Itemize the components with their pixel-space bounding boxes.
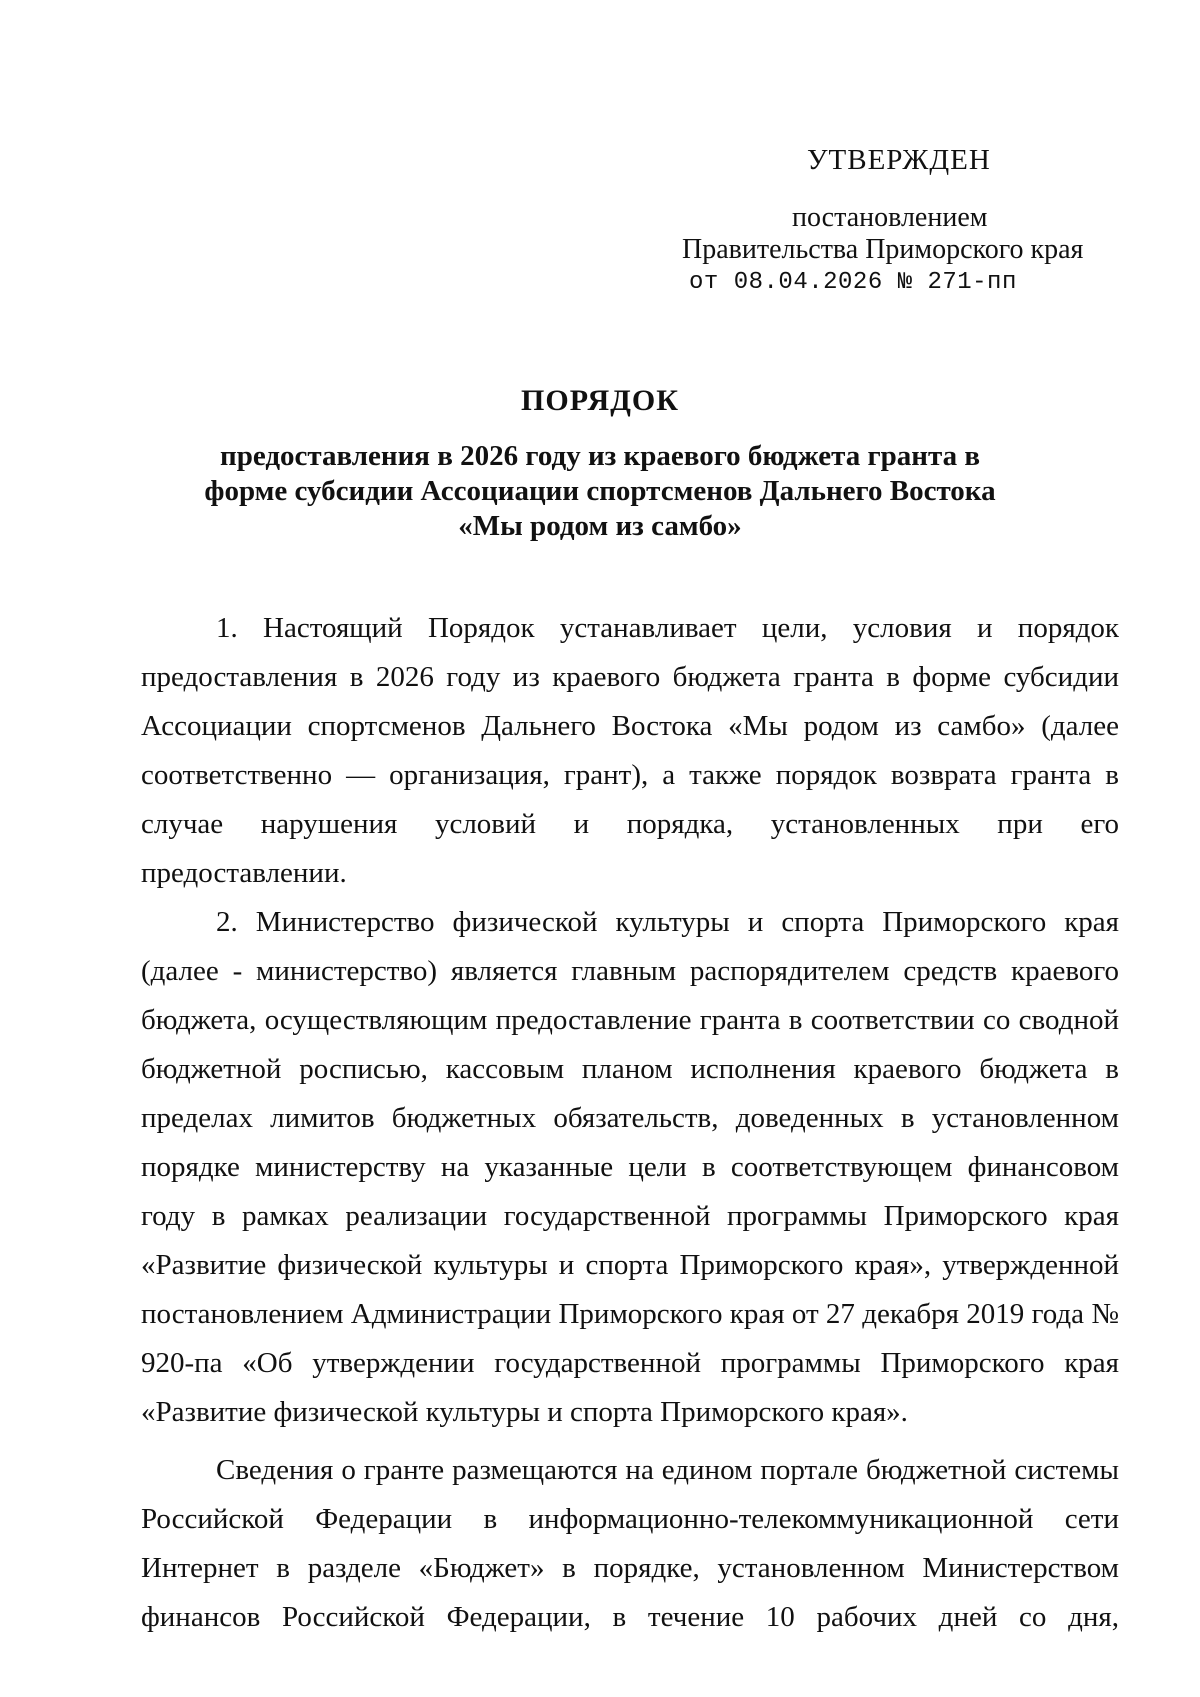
paragraph-2: 2. Министерство физической культуры и спорта Приморского края (далее - министерство) является главным распорядителем средств краевого бюджета, осуществляющим предоставление гранта в соответствии со сводной бюджетной росписью, кассовым планом исполнения краевого бюджета в пределах лимитов бюджетных обязательств, доведенных в установленном порядке министерству на указанные цели в соответствующем финансовом году в рамках реализации государственной программы Приморского края «Развитие физической культуры и спорта Приморского края», утвержденной постановлением Администрации Приморского края от 27 декабря 2019 года № 920-па «Об утверждении государственной программы Приморского края «Развитие физической культуры и спорта Приморского края». <box>141 906 1119 1428</box>
approval-line-date-number: от 08.04.2026 № 271-пп <box>689 269 1017 296</box>
subtitle-line-1: предоставления в 2026 году из краевого бюджета гранта в <box>220 440 980 472</box>
document-title: ПОРЯДОК <box>521 384 679 417</box>
paragraph-3: Сведения о гранте размещаются на едином портале бюджетной системы Российской Федерации в информационно-телекоммуникационной сети Интернет в разделе «Бюджет» в порядке, установленном Министерством финансов Российской Федерации, в течение 10 рабочих дней со дня, <box>141 1454 1119 1633</box>
approval-line-government: Правительства Приморского края <box>682 234 1084 265</box>
approval-stamp-block <box>682 142 1110 298</box>
subtitle-line-2: форме субсидии Ассоциации спортсменов Дальнего Востока <box>204 475 996 507</box>
paragraph-1: 1. Настоящий Порядок устанавливает цели, условия и порядок предоставления в 2026 году из краевого бюджета гранта в форме субсидии Ассоциации спортсменов Дальнего Востока «Мы родом из самбо» (далее соответственно — организация, грант), а также порядок возврата гранта в случае нарушения условий и порядка, установленных при его предоставлении. <box>141 612 1119 889</box>
approval-heading: УТВЕРЖДЕН <box>807 144 991 176</box>
approval-line-resolution: постановлением <box>792 202 988 233</box>
document-body <box>141 604 1119 1642</box>
subtitle-line-3: «Мы родом из самбо» <box>458 510 742 542</box>
document-subtitle <box>180 439 1020 544</box>
